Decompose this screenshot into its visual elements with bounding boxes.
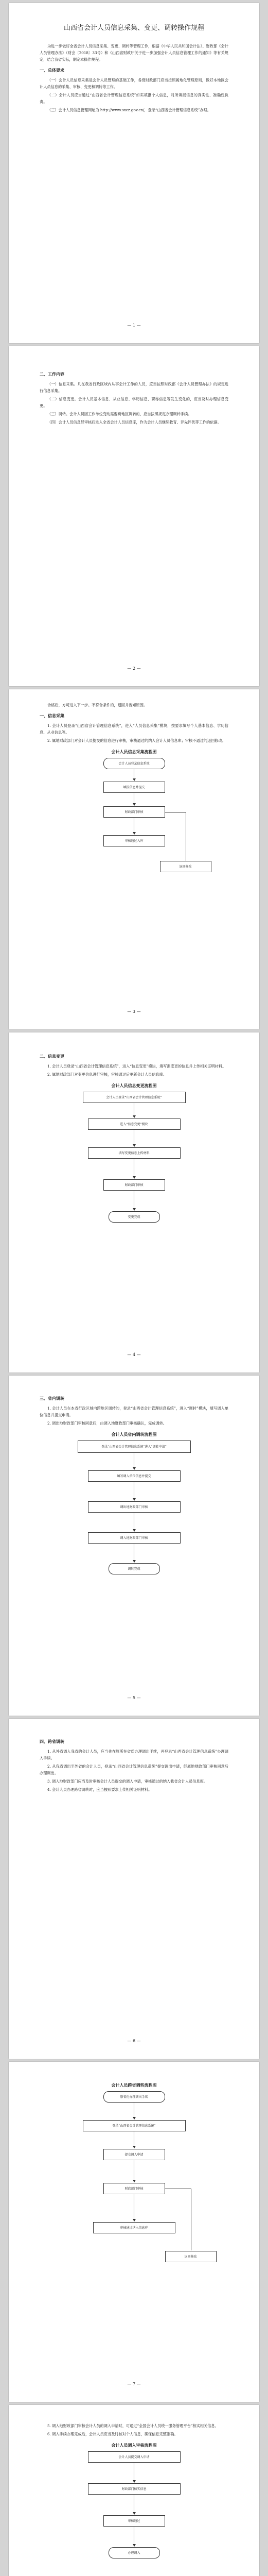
flow-step: 财政部门审核 (103, 2183, 165, 2194)
document-page-4 (9, 1032, 259, 1372)
flow-step: 进入“信息变更”模块 (88, 1118, 181, 1130)
arrow-down-icon (133, 2544, 136, 2547)
document-page-2 (9, 346, 259, 686)
paragraph: （二）会计人员应当通过“山西省会计管理信息系统”如实填报个人信息，对所填报信息的真实性、准确性负责。 (40, 93, 228, 104)
paragraph: 1. 会计人员登录“山西省会计管理信息系统”，进入“信息变更”模块，填写需变更的信息并上传相关证明材料。 (47, 1064, 226, 1069)
document-page-5 (9, 1376, 259, 1716)
flow-step: 会计人员提交调入申请 (88, 2451, 181, 2463)
flow-step: 登录“山西省会计管理信息系统”进入“调转申请” (78, 1440, 191, 1453)
arrow-down-icon (133, 1560, 136, 1563)
flowchart (57, 1092, 211, 1246)
page-number: — 7 — (127, 2382, 141, 2386)
paragraph: 2. 调出地财政部门审核同意后，由调入地财政部门审核确认，完成调转。 (47, 1421, 167, 1426)
page-number: — 1 — (127, 323, 141, 328)
flow-step: 调转完成 (109, 1563, 160, 1574)
document-title: 山西省会计人员信息采集、变更、调转操作规程 (63, 24, 204, 32)
paragraph: 1. 会计人员在本省行政区域内跨地区调转的，登录“山西省会计管理信息系统”，进入“调转”模块，填写调入单位信息并提交申请。 (40, 1406, 228, 1417)
flowchart (57, 1440, 211, 1605)
flow-step: 填写调入单位信息并提交 (88, 1470, 181, 1482)
flow-step: 调入地财政部门审核 (88, 1532, 181, 1544)
flowchart (57, 758, 211, 887)
arrow-down-icon (133, 2180, 136, 2182)
arrow-down-icon (133, 1529, 136, 1532)
flow-step: 财政部门核实信息 (88, 2483, 181, 2495)
flow-step: 填写变更信息上传材料 (88, 1147, 181, 1159)
paragraph: 5. 调入地财政部门审核会计人员的调入申请时，可通过“全国会计人员统一服务管理平台”核实相关信息。 (47, 2424, 219, 2428)
paragraph: 2. 属地财政部门对会计人员提交的信息进行审核，审核通过的纳入会计人员信息库；审核不通过的退回修改。 (47, 738, 226, 743)
arrow-down-icon (133, 778, 136, 781)
arrow-down-icon (133, 2512, 136, 2515)
paragraph: （三）调转。会计人员因工作单位变动需要跨地区调转的，应当按照规定办理调转手续。 (47, 412, 192, 416)
paragraph: 合格后，方可进入下一步。不符合条件的，退回并告知原因。 (47, 703, 148, 707)
section-heading: 三、省内调转 (40, 1396, 64, 1401)
flow-step: 退回修改 (160, 861, 211, 872)
arrow-down-icon (133, 1208, 136, 1211)
flow-step: 调出地财政部门审核 (88, 1501, 181, 1513)
flow-step: 填报信息并提交 (103, 782, 165, 793)
arrow-down-icon (133, 1176, 136, 1179)
paragraph: 6. 调入手续办理完成后，会计人员应当及时核对个人信息，确保信息完整准确。 (47, 2432, 178, 2436)
flowchart-title: 会计人员省内调转流程图 (111, 1432, 157, 1437)
page-number: — 6 — (127, 2039, 141, 2043)
intro-paragraph: 为进一步做好全省会计人员信息采集、变更、调转等管理工作，根据《中华人民共和国会计法》、财政部《会计人员管理办法》（财会〔2018〕33号）和《山西省财政厅关于进一步加强会计人员信息管理工作的通知》等有关规定，结合我省实际，制定本操作规程。 (40, 44, 228, 62)
paragraph: 4. 会计人员办理跨省调转时，应当按照要求上传相关证明材料。 (47, 1787, 152, 1792)
flow-step: 财政部门审核 (103, 806, 165, 818)
document-page-8 (9, 2405, 259, 2576)
flowchart (57, 2451, 211, 2576)
arrow-down-icon (133, 1115, 136, 1118)
page-number: — 4 — (127, 1352, 141, 1357)
arrow-down-icon (133, 2480, 136, 2483)
document-page-3 (9, 689, 259, 1029)
flow-step: 财政部门审核 (103, 1179, 165, 1191)
paragraph: 2. 属地财政部门对变更信息进行审核，审核通过后更新会计人员信息库。 (47, 1072, 167, 1077)
section-heading: 二、工作内容 (40, 372, 64, 377)
arrow-down-icon (133, 1498, 136, 1501)
arrow-down-icon (133, 2117, 136, 2120)
flow-step: 会计人员登录“山西省会计管理信息系统” (83, 1092, 186, 1103)
flowchart-title: 会计人员信息采集流程图 (111, 750, 157, 754)
section-heading: 四、跨省调转 (40, 1739, 64, 1744)
arrow-down-icon (133, 1467, 136, 1470)
arrow-down-icon (133, 2146, 136, 2148)
flowchart (52, 2091, 217, 2287)
flow-step: 审核通过入库 (103, 835, 165, 846)
arrow-down-icon (133, 1144, 136, 1147)
document-page-6 (9, 1719, 259, 2059)
arrow-down-icon (133, 803, 136, 806)
section-heading: 二、信息变更 (40, 1054, 64, 1059)
paragraph: 1. 从外省调入我省的会计人员，应当先在原所在省份办理调出手续，再登录“山西省会计管理信息系统”办理调入手续。 (40, 1749, 228, 1760)
flow-step: 退回修改 (165, 2251, 217, 2262)
paragraph: 2. 从我省调出至外省的会计人员，登录“山西省会计管理信息系统”提交调出申请，经属地财政部门审核同意后办理调出。 (40, 1764, 228, 1775)
paragraph: （一）信息采集。凡在我省行政区域内从事会计工作的人员，应当按照财政部《会计人员管理办法》的规定进行信息采集。 (40, 382, 228, 393)
flow-step: 办理调入 (109, 2547, 160, 2558)
paragraph: 3. 调入地财政部门应当及时审核会计人员提交的调入申请，审核通过的纳入我省会计人员信息库。 (47, 1779, 208, 1784)
arrow-down-icon (133, 2219, 136, 2222)
flow-step: 变更完成 (109, 1211, 160, 1223)
arrow-down-icon (133, 832, 136, 835)
paragraph: （二）信息变更。会计人员基本信息、从业信息、学历信息、职称信息等发生变化的，应当及时办理信息变更。 (40, 397, 228, 408)
page-number: — 3 — (127, 1009, 141, 1014)
flowchart-title: 会计人员信息变更流程图 (111, 1083, 157, 1088)
flow-step: 审核通过 (103, 2515, 165, 2527)
paragraph: （四）会计人员信息经审核后进入全省会计人员信息库，作为会计人员继续教育、评先评优等工作的依据。 (47, 420, 221, 425)
paragraph: （三）会计人员信息管理网址为 http://www.sxcz.gov.cn/，登录“山西省会计管理信息系统”办理。 (47, 108, 211, 112)
flow-step: 原省份办理调出手续 (103, 2091, 165, 2103)
paragraph: （一）会计人员信息采集是会计人员管理的基础工作，各级财政部门应当按照属地化管理原则，做好本地区会计人员信息的采集、审核、变更和调转等工作。 (40, 78, 228, 89)
document-page-1 (9, 3, 259, 343)
section-heading: 一、总体要求 (40, 68, 64, 73)
page-number: — 2 — (127, 666, 141, 671)
flow-step: 提交调入申请 (103, 2149, 165, 2160)
flowchart-title: 会计人员跨省调转流程图 (111, 2083, 157, 2088)
section-heading: 一、信息采集 (40, 714, 64, 718)
paragraph: 1. 会计人员登录“山西省会计管理信息系统”，进入“人员信息采集”模块，按要求填写个人基本信息、学历信息、从业信息等。 (40, 723, 228, 735)
flow-step: 会计人员登录信息系统 (103, 758, 165, 769)
page-number: — 5 — (127, 1696, 141, 1700)
flow-step: 审核通过纳入信息库 (93, 2222, 175, 2233)
flowchart-title: 会计人员调入审核流程图 (111, 2443, 157, 2448)
document-page-7 (9, 2062, 259, 2402)
flow-step: 登录“山西省会计管理信息系统” (83, 2120, 186, 2131)
